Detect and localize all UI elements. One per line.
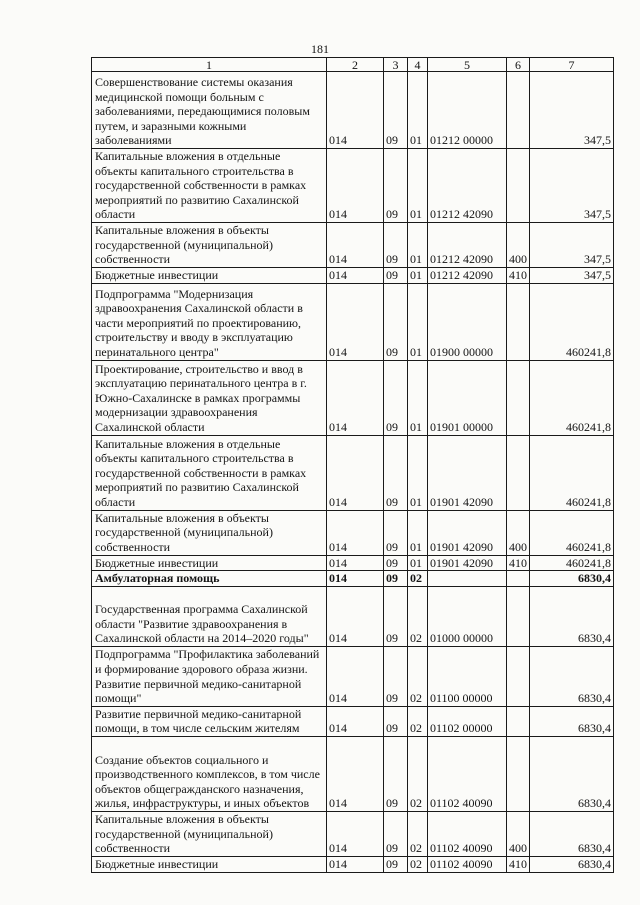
expense-type-code <box>507 283 530 360</box>
section-code: 09 <box>384 223 408 268</box>
target-code: 01900 00000 <box>428 283 507 360</box>
table-row <box>92 510 614 555</box>
table-row <box>92 646 614 706</box>
item-name: Развитие первичной медико-санитарной помощи, в том числе сельским жителям <box>92 706 327 736</box>
section-code: 09 <box>384 811 408 856</box>
ministry-code: 014 <box>327 510 384 555</box>
ministry-code: 014 <box>327 360 384 435</box>
ministry-code: 014 <box>327 811 384 856</box>
item-name: Капитальные вложения в отдельные объекты капитального строительства в государственной собственности в рамках мероприятий по развитию Сахалинской области <box>92 149 327 223</box>
item-name: Капитальные вложения в объекты государственной (муниципальной) собственности <box>92 510 327 555</box>
subsection-code: 02 <box>408 571 428 587</box>
section-code: 09 <box>384 571 408 587</box>
amount: 460241,8 <box>530 510 614 555</box>
table-row <box>92 149 614 223</box>
item-name: Капитальные вложения в объекты государственной (муниципальной) собственности <box>92 223 327 268</box>
section-code: 09 <box>384 646 408 706</box>
ministry-code: 014 <box>327 856 384 872</box>
target-code: 01212 00000 <box>428 72 507 149</box>
section-code: 09 <box>384 149 408 223</box>
amount: 6830,4 <box>530 736 614 811</box>
column-header: 4 <box>408 58 428 72</box>
amount: 347,5 <box>530 268 614 284</box>
target-code: 01212 42090 <box>428 223 507 268</box>
expense-type-code <box>507 706 530 736</box>
target-code: 01102 00000 <box>428 706 507 736</box>
item-name: Капитальные вложения в объекты государственной (муниципальной) собственности <box>92 811 327 856</box>
table-row <box>92 223 614 268</box>
table-row <box>92 360 614 435</box>
subsection-code: 01 <box>408 283 428 360</box>
subsection-code: 01 <box>408 149 428 223</box>
amount: 460241,8 <box>530 360 614 435</box>
target-code: 01901 42090 <box>428 435 507 510</box>
table-row <box>92 811 614 856</box>
table-row <box>92 555 614 571</box>
subsection-code: 02 <box>408 706 428 736</box>
subsection-code: 02 <box>408 856 428 872</box>
target-code: 01901 00000 <box>428 360 507 435</box>
section-code: 09 <box>384 856 408 872</box>
budget-table <box>91 57 614 873</box>
ministry-code: 014 <box>327 555 384 571</box>
column-header: 6 <box>507 58 530 72</box>
ministry-code: 014 <box>327 736 384 811</box>
target-code: 01102 40090 <box>428 811 507 856</box>
subsection-code: 01 <box>408 223 428 268</box>
target-code: 01100 00000 <box>428 646 507 706</box>
item-name: Совершенствование системы оказания медицинской помощи больным с заболеваниями, передающимися половым путем, и заразными кожными заболеваниями <box>92 72 327 149</box>
expense-type-code <box>507 360 530 435</box>
subsection-code: 01 <box>408 555 428 571</box>
amount: 6830,4 <box>530 571 614 587</box>
table-row <box>92 736 614 811</box>
expense-type-code: 400 <box>507 510 530 555</box>
ministry-code: 014 <box>327 283 384 360</box>
subsection-code: 01 <box>408 360 428 435</box>
item-name: Подпрограмма "Профилактика заболеваний и формирование здорового образа жизни. Развитие первичной медико-санитарной помощи" <box>92 646 327 706</box>
subsection-code: 01 <box>408 268 428 284</box>
column-header: 5 <box>428 58 507 72</box>
table-row <box>92 435 614 510</box>
page-number: 181 <box>311 42 329 56</box>
target-code: 01102 40090 <box>428 736 507 811</box>
budget-table-body <box>92 72 614 873</box>
ministry-code: 014 <box>327 706 384 736</box>
item-name: Государственная программа Сахалинской области "Развитие здравоохранения в Сахалинской области на 2014–2020 годы" <box>92 586 327 646</box>
subsection-code: 01 <box>408 72 428 149</box>
table-row <box>92 586 614 646</box>
item-name: Амбулаторная помощь <box>92 571 327 587</box>
ministry-code: 014 <box>327 586 384 646</box>
ministry-code: 014 <box>327 223 384 268</box>
ministry-code: 014 <box>327 149 384 223</box>
ministry-code: 014 <box>327 435 384 510</box>
amount: 460241,8 <box>530 283 614 360</box>
table-row <box>92 72 614 149</box>
table-row <box>92 268 614 284</box>
column-header: 1 <box>92 58 327 72</box>
expense-type-code <box>507 571 530 587</box>
amount: 6830,4 <box>530 586 614 646</box>
amount: 460241,8 <box>530 435 614 510</box>
expense-type-code <box>507 149 530 223</box>
target-code: 01901 42090 <box>428 510 507 555</box>
section-code: 09 <box>384 268 408 284</box>
section-code: 09 <box>384 510 408 555</box>
item-name: Бюджетные инвестиции <box>92 856 327 872</box>
column-header: 3 <box>384 58 408 72</box>
ministry-code: 014 <box>327 268 384 284</box>
item-name: Проектирование, строительство и ввод в эксплуатацию перинатального центра в г. Южно-Сахалинске в рамках программы модернизации здравоохранения Сахалинской области <box>92 360 327 435</box>
expense-type-code: 400 <box>507 223 530 268</box>
ministry-code: 014 <box>327 72 384 149</box>
expense-type-code <box>507 736 530 811</box>
table-row <box>92 283 614 360</box>
target-code: 01102 40090 <box>428 856 507 872</box>
target-code: 01212 42090 <box>428 268 507 284</box>
subsection-code: 02 <box>408 811 428 856</box>
table-row <box>92 856 614 872</box>
section-code: 09 <box>384 706 408 736</box>
target-code <box>428 571 507 587</box>
amount: 460241,8 <box>530 555 614 571</box>
target-code: 01000 00000 <box>428 586 507 646</box>
subsection-code: 02 <box>408 736 428 811</box>
item-name: Бюджетные инвестиции <box>92 268 327 284</box>
item-name: Бюджетные инвестиции <box>92 555 327 571</box>
ministry-code: 014 <box>327 571 384 587</box>
expense-type-code <box>507 72 530 149</box>
subsection-code: 01 <box>408 510 428 555</box>
section-code: 09 <box>384 283 408 360</box>
column-header: 7 <box>530 58 614 72</box>
subsection-code: 02 <box>408 586 428 646</box>
amount: 6830,4 <box>530 811 614 856</box>
amount: 347,5 <box>530 149 614 223</box>
ministry-code: 014 <box>327 646 384 706</box>
section-code: 09 <box>384 435 408 510</box>
expense-type-code: 410 <box>507 555 530 571</box>
column-header: 2 <box>327 58 384 72</box>
expense-type-code: 400 <box>507 811 530 856</box>
amount: 347,5 <box>530 223 614 268</box>
table-row <box>92 706 614 736</box>
expense-type-code <box>507 586 530 646</box>
expense-type-code <box>507 646 530 706</box>
target-code: 01901 42090 <box>428 555 507 571</box>
section-code: 09 <box>384 736 408 811</box>
amount: 6830,4 <box>530 706 614 736</box>
target-code: 01212 42090 <box>428 149 507 223</box>
subsection-code: 02 <box>408 646 428 706</box>
expense-type-code <box>507 435 530 510</box>
expense-type-code: 410 <box>507 268 530 284</box>
subsection-code: 01 <box>408 435 428 510</box>
column-header-row <box>92 58 614 72</box>
expense-type-code: 410 <box>507 856 530 872</box>
section-code: 09 <box>384 555 408 571</box>
item-name: Капитальные вложения в отдельные объекты капитального строительства в государственной собственности в рамках мероприятий по развитию Сахалинской области <box>92 435 327 510</box>
table-row <box>92 571 614 587</box>
amount: 6830,4 <box>530 856 614 872</box>
item-name: Создание объектов социального и производственного комплексов, в том числе объектов общегражданского назначения, жилья, инфраструктуры, и иных объектов <box>92 736 327 811</box>
amount: 6830,4 <box>530 646 614 706</box>
section-code: 09 <box>384 586 408 646</box>
section-code: 09 <box>384 72 408 149</box>
amount: 347,5 <box>530 72 614 149</box>
item-name: Подпрограмма "Модернизация здравоохранения Сахалинской области в части мероприятий по проектированию, строительству и вводу в эксплуатацию перинатального центра" <box>92 283 327 360</box>
section-code: 09 <box>384 360 408 435</box>
